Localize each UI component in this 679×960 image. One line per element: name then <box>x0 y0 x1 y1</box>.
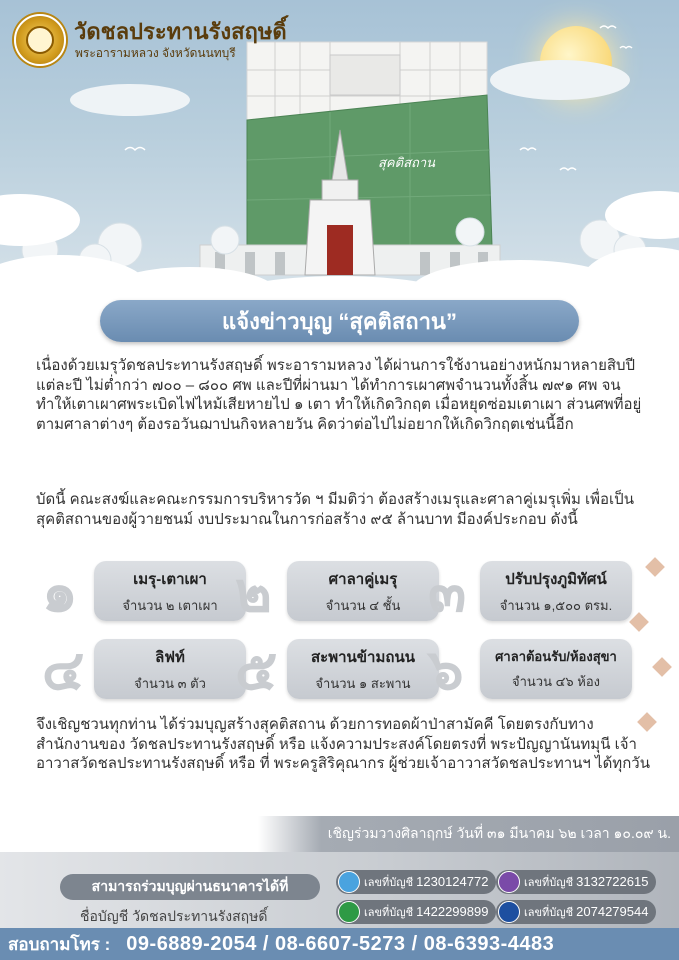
item-title: ปรับปรุงภูมิทัศน์ <box>505 570 607 588</box>
item-detail: จำนวน ๔ ชั้น <box>325 597 401 613</box>
item-title: สะพานข้ามถนน <box>311 648 415 666</box>
temple-emblem-icon <box>26 26 54 54</box>
item-card <box>94 561 246 621</box>
item-title: ลิฟท์ <box>155 648 185 666</box>
item-card <box>480 561 632 621</box>
bank-logo-kbank-icon <box>338 901 360 923</box>
component-item <box>428 557 643 627</box>
component-item <box>235 635 450 705</box>
ceremony-banner <box>258 816 679 852</box>
intro-paragraph: เนื่องด้วยเมรุวัดชลประทานรังสฤษดิ์ พระอารามหลวง ได้ผ่านการใช้งานอย่างหนักมาหลายสิบปี แต่ละปี ไม่ต่ำกว่า ๗๐๐ – ๘๐๐ ศพ และปีที่ผ่านมา ได้ทำการเผาศพจำนวนทั้งสิ้น ๗๙๑ ศพ จนทำให้เตาเผาศพระเบิดไฟไหม้เสียหายไป ๑ เตา ทำให้เกิดวิกฤต เมื่อหยุดซ่อมเตาเผา ส่วนศพที่อยู่ตามศาลาต่างๆ ต้องรอวันฌาปนกิจหลายวัน คิดว่าต่อไปไม่อยากให้เกิดวิกฤตเช่นนี้อีก <box>36 357 642 433</box>
item-number: ๑ <box>42 560 78 623</box>
page-title: แจ้งข่าวบุญ “สุคติสถาน” <box>222 308 457 334</box>
donation-label-pill <box>60 874 320 900</box>
item-title: ศาลาต้อนรับ/ห้องสุขา <box>495 649 617 664</box>
account-number: 1230124772 <box>416 874 489 889</box>
account-prefix: เลขที่บัญชี <box>364 907 414 919</box>
bank-logo-bbl-icon <box>498 901 520 923</box>
component-item <box>42 557 257 627</box>
bank-account <box>496 900 656 924</box>
bank-account <box>496 870 656 894</box>
item-title: ศาลาคู่เมรุ <box>328 570 398 588</box>
invitation-paragraph: จึงเชิญชวนทุกท่าน ได้ร่วมบุญสร้างสุคติสถาน ด้วยการทอดผ้าป่าสามัคคี โดยตรงกับทางสำนักงานของ วัดชลประทานรังสฤษดิ์ หรือ แจ้งความประสงค์โดยตรงที่ พระปัญญานันทมุนี เจ้าอาวาสวัดชลประทานรังสฤษดิ์ หรือ ที่ พระครูสิริคุณากร ผู้ช่วยเจ้าอาวาสวัดชลประทานฯ ได้ทุกวัน <box>36 716 650 772</box>
title-banner <box>100 300 579 342</box>
donation-label: สามารถร่วมบุญผ่านธนาคารได้ที่ <box>91 878 289 894</box>
contact-footer <box>0 928 679 960</box>
item-card <box>287 561 439 621</box>
components-list <box>0 557 679 707</box>
item-number: ๖ <box>428 638 464 701</box>
item-detail: จำนวน ๒ เตาเผา <box>122 597 218 613</box>
bank-logo-scb-icon <box>498 871 520 893</box>
temple-address: พระอารามหลวง จังหวัดนนทบุรี <box>75 46 236 60</box>
item-detail: จำนวน ๑,๕๐๐ ตรม. <box>499 597 613 613</box>
contact-label: สอบถามโทร : <box>8 934 111 954</box>
component-item <box>428 635 643 705</box>
account-number: 1422299899 <box>416 904 489 919</box>
item-number: ๔ <box>42 638 85 701</box>
ceremony-text: เชิญร่วมวางศิลาฤกษ์ วันที่ ๓๑ มีนาคม ๖๒ เวลา ๑๐.๐๙ น. <box>327 825 671 841</box>
temple-name: วัดชลประทานรังสฤษดิ์ <box>74 19 287 44</box>
bank-account <box>336 900 496 924</box>
hero-illustration <box>0 0 679 305</box>
account-number: 3132722615 <box>576 874 649 889</box>
bank-account <box>336 870 496 894</box>
item-card <box>480 639 632 699</box>
bank-logo-ktb-icon <box>338 871 360 893</box>
building-sign: สุคติสถาน <box>378 155 436 170</box>
item-number: ๒ <box>235 560 272 623</box>
item-detail: จำนวน ๓ ตัว <box>134 675 206 691</box>
account-prefix: เลขที่บัญชี <box>364 877 414 889</box>
account-prefix: เลขที่บัญชี <box>524 907 574 919</box>
item-number: ๕ <box>235 638 278 701</box>
component-item <box>235 557 450 627</box>
plan-paragraph: บัดนี้ คณะสงฆ์และคณะกรรมการบริหารวัด ฯ มีมติว่า ต้องสร้างเมรุและศาลาคู่เมรุเพิ่ม เพื่อเป็นสุคติสถานของผู้วายชนม์ งบประมาณในการก่อสร้าง ๙๕ ล้านบาท มีองค์ประกอบ ดังนี้ <box>36 491 634 528</box>
item-number: ๓ <box>428 560 467 623</box>
temple-logo <box>14 14 66 66</box>
contact-phones[interactable]: 09-6889-2054 / 08-6607-5273 / 08-6393-4483 <box>126 932 555 955</box>
account-prefix: เลขที่บัญชี <box>524 877 574 889</box>
item-detail: จำนวน ๑ สะพาน <box>315 675 411 691</box>
item-card <box>287 639 439 699</box>
account-name: ชื่อบัญชี วัดชลประทานรังสฤษดิ์ <box>80 908 268 924</box>
item-card <box>94 639 246 699</box>
item-detail: จำนวน ๔๖ ห้อง <box>511 674 601 689</box>
account-number: 2074279544 <box>576 904 649 919</box>
item-title: เมรุ-เตาเผา <box>133 570 207 588</box>
component-item <box>42 635 257 705</box>
